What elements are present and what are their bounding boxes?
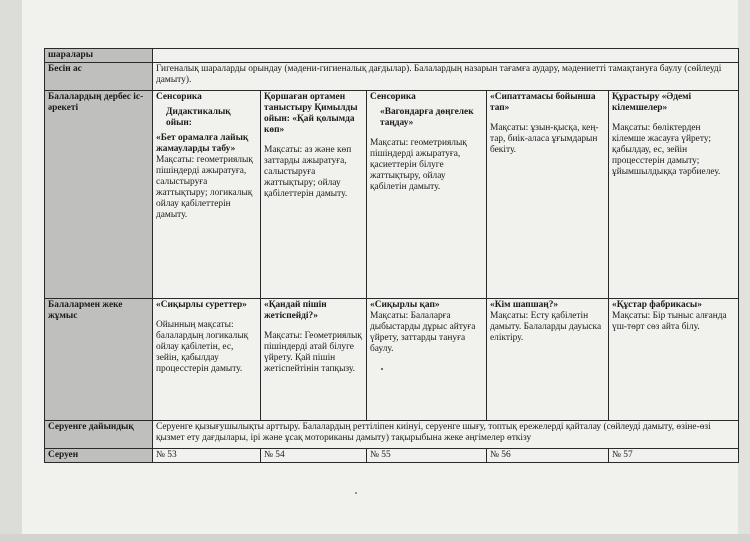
indv3-goal: Мақсаты: Балаларға дыбыстарды дұрыс айтуға үйрету, заттарды тануға баулу. xyxy=(370,311,476,354)
independent-cell-5 xyxy=(609,91,739,299)
ind3-goal: Мақсаты: геометриялық пішіндерді ажыратуға, қасиеттерін білуге жаттықтыру, ойлау қабілетін дамыту. xyxy=(370,138,467,192)
independent-cell-1 xyxy=(153,91,261,299)
independent-cell-2 xyxy=(261,91,367,299)
indv1-title: «Сиқырлы суреттер» xyxy=(156,300,247,310)
indv3-title: «Сиқырлы қап» xyxy=(370,300,440,310)
independent-cell-3 xyxy=(367,91,487,299)
ind1-game: «Бет орамалға лайық жамауларды табу» xyxy=(156,133,249,154)
row-individual xyxy=(45,299,739,421)
page-edge-bottom xyxy=(0,534,750,542)
lunch-text: Гигеналық шараларды орындау (мәдени-гигиеналық дағдылар). Балалардың назарын тағамға аудару, мәдениетті тамақтануға баулу (сөйлеуді дамыту). xyxy=(153,63,739,91)
row-walk xyxy=(45,449,739,463)
independent-cell-4 xyxy=(487,91,609,299)
indv4-goal: Мақсаты: Есту қабілетін дамыту. Балаларды дауыска еліктіру. xyxy=(490,311,602,343)
label-independent: Балалардың дербес іс-әрекеті xyxy=(45,91,153,299)
label-lunch: Бесін ас xyxy=(45,63,153,91)
walk-number: № 53 xyxy=(153,449,261,463)
indv1-goal: Ойынның мақсаты: балалардың логикалық ойлау қабілетін, ес, зейін, қабылдау процесстерін дамыту. xyxy=(156,320,249,374)
indv5-goal: Мақсаты: Бір тыныс алғанда үш-төрт сөз айта білу. xyxy=(612,311,727,332)
ind2-goal: Мақсаты: аз және көп заттарды ажыратуға, салыстыруға жаттықтыру; ойлау қабілеттерін дамыту. xyxy=(264,145,352,199)
ind5-goal: Мақсаты: бөліктерден кілемше жасауға үйрету; қабылдау, ес, зейін процесстерін дамыту; ұйымшылдыққа тәрбиелеу. xyxy=(612,123,721,177)
individual-cell-4 xyxy=(487,299,609,421)
label-top: шаралары xyxy=(45,49,153,63)
ink-dot xyxy=(355,492,357,494)
walk-number: № 55 xyxy=(367,449,487,463)
label-walk: Серуен xyxy=(45,449,153,463)
ind1-goal: Мақсаты: геометриялық пішіндерді ажыратуға, салыстыруға жаттықтыру; логикалық ойлау қабілеттерін дамыту. xyxy=(156,155,253,220)
ind1-title: Сенсорика xyxy=(156,92,202,102)
walk-prep-text: Серуенге қызығушылықты арттыру. Балалардың реттіліпен киінуі, серуенге шығу, топтық ережелерді қайталау (сөйлеуді дамыту, өзіне-өзі қызмет ету дағдылары, ірі және ұсақ моториканы дамыту) тақырыбына жеке әңгімелер өткізу xyxy=(153,421,739,449)
row-independent xyxy=(45,91,739,299)
walk-number: № 57 xyxy=(609,449,739,463)
indv4-title: «Кім шапшаң?» xyxy=(490,300,559,310)
individual-cell-1 xyxy=(153,299,261,421)
ind1-subtitle: Дидактикалық ойын: xyxy=(166,107,231,128)
cell-top-empty xyxy=(153,49,739,63)
indv2-title: «Қандай пішін жетіспейді?» xyxy=(264,300,327,321)
ind3-title: Сенсорика xyxy=(370,92,416,102)
ind4-title: «Сипаттамасы бойынша тап» xyxy=(490,92,596,113)
indv5-title: «Құстар фабрикасы» xyxy=(612,300,702,310)
ink-dot xyxy=(381,368,383,370)
label-walk-prep: Серуенге дайындық xyxy=(45,421,153,449)
individual-cell-2 xyxy=(261,299,367,421)
ind3-game: «Вагондарға дөңгелек таңдау» xyxy=(380,107,474,128)
individual-cell-3 xyxy=(367,299,487,421)
row-walk-prep xyxy=(45,421,739,449)
daily-plan-table xyxy=(44,48,739,463)
page-edge-left xyxy=(0,0,22,542)
label-individual: Балалармен жеке жұмыс xyxy=(45,299,153,421)
walk-number: № 54 xyxy=(261,449,367,463)
indv2-goal: Мақсаты: Геометриялық пішіндерді атай білуге үйрету. Қай пішін жетіспейтінін тапқызу. xyxy=(264,331,362,374)
ind2-title: Қоршаған ортамен таныстыру Қимылды ойын: «Қай қолымда көп» xyxy=(264,92,358,135)
walk-number: № 56 xyxy=(487,449,609,463)
individual-cell-5 xyxy=(609,299,739,421)
ind5-title: Құрастыру «Әдемі кілемшелер» xyxy=(612,92,692,113)
page-edge-right xyxy=(738,0,750,542)
row-lunch xyxy=(45,63,739,91)
ind4-goal: Мақсаты: ұзын-қысқа, кең-тар, биік-аласа ұғымдарын бекіту. xyxy=(490,123,599,155)
row-top xyxy=(45,49,739,63)
